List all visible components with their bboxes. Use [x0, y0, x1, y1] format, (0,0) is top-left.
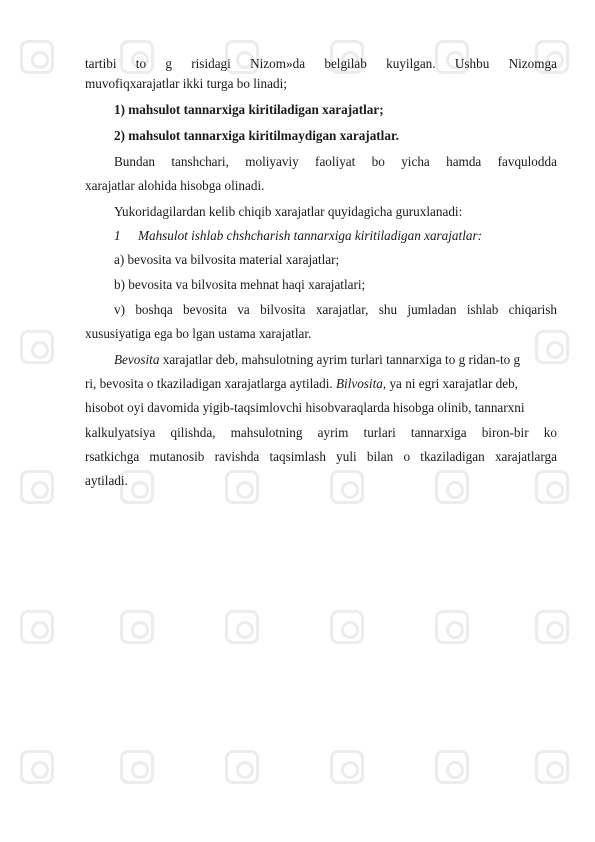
word: biron-bir — [481, 425, 529, 440]
word: yuli — [336, 449, 357, 464]
word: favqulodda — [497, 154, 557, 169]
word: mahsulotning — [230, 425, 303, 440]
word: kuyilgan. — [386, 56, 436, 71]
paragraph-line-13 — [114, 352, 557, 368]
word: bilan — [366, 449, 394, 464]
term-bilvosita: Bilvosita, — [335, 376, 387, 391]
paragraph-line-2: muvofiqxarajatlar ikki turga bo linadi; — [85, 76, 287, 91]
item-number: 1 — [114, 228, 121, 243]
paragraph-line-15: hisobot oyi davomida yigib-taqsimlovchi hisobvaraqlarda hisobga olinib, tannarxni — [85, 400, 525, 415]
paragraph-line-7: Yukoridagilardan kelib chiqib xarajatlar quyidagicha guruxlanadi: — [114, 204, 463, 219]
word: bevosita — [183, 302, 227, 317]
word: xarajatlarga — [494, 449, 557, 464]
paragraph-line-12: xususiyatiga ega bo lgan ustama xarajatlar. — [85, 326, 312, 341]
word: tkaziladigan — [420, 449, 485, 464]
word: turlari — [363, 425, 396, 440]
word: bilvosita — [260, 302, 306, 317]
paragraph-line-17 — [85, 449, 557, 465]
word: xarajatlar, — [315, 302, 369, 317]
term-bevosita: Bevosita — [114, 352, 160, 367]
word: v) — [114, 302, 125, 317]
word: Nizom»da — [250, 56, 306, 71]
paragraph-line-5 — [114, 154, 557, 170]
word: Ushbu — [454, 56, 490, 71]
list-item-v — [114, 302, 557, 318]
paragraph-line-16 — [85, 425, 557, 441]
line-text: xarajatlar deb, mahsulotning ayrim turlari tannarxiga to g ridan-to g — [159, 352, 521, 367]
word: ishlab — [466, 302, 499, 317]
line-text: ri, bevosita o tkaziladigan xarajatlarga aytiladi. — [85, 376, 336, 391]
word: qilishda, — [170, 425, 216, 440]
word: Nizomga — [508, 56, 557, 71]
numbered-heading — [114, 228, 557, 244]
word: tannarxiga — [410, 425, 467, 440]
word: ko — [543, 425, 557, 440]
word: chiqarish — [508, 302, 557, 317]
list-item-1: 1) mahsulot tannarxiga kiritiladigan xarajatlar; — [114, 102, 384, 117]
paragraph-line-18: aytiladi. — [85, 473, 128, 488]
list-item-b: b) bevosita va bilvosita mehnat haqi xarajatlari; — [114, 277, 366, 292]
paragraph-line-14 — [85, 376, 557, 392]
list-item-2: 2) mahsulot tannarxiga kiritilmaydigan xarajatlar. — [114, 128, 399, 143]
word: to — [135, 56, 147, 71]
word: ayrim — [317, 425, 349, 440]
word: o — [403, 449, 411, 464]
word: bo — [371, 154, 385, 169]
word: ravishda — [214, 449, 260, 464]
word: shu — [378, 302, 398, 317]
word: hamda — [446, 154, 482, 169]
word: Bundan — [114, 154, 156, 169]
word: g — [165, 56, 172, 71]
word: boshqa — [135, 302, 173, 317]
word: kalkulyatsiya — [85, 425, 156, 440]
list-item-a: a) bevosita va bilvosita material xarajatlar; — [114, 252, 340, 267]
word: mutanosib — [149, 449, 205, 464]
line-text: ya ni egri xarajatlar deb, — [386, 376, 518, 391]
word: risidagi — [191, 56, 231, 71]
word: rsatkichga — [85, 449, 140, 464]
word: faoliyat — [315, 154, 356, 169]
word: tanshchari, — [171, 154, 229, 169]
word: moliyaviy — [245, 154, 299, 169]
item-text: Mahsulot ishlab chshcharish tannarxiga kiritiladigan xarajatlar: — [138, 228, 482, 243]
word: yicha — [401, 154, 430, 169]
word: va — [237, 302, 250, 317]
paragraph-line-1 — [85, 56, 557, 72]
word: belgilab — [324, 56, 367, 71]
word: jumladan — [407, 302, 457, 317]
paragraph-line-6: xarajatlar alohida hisobga olinadi. — [85, 178, 265, 193]
word: taqsimlash — [269, 449, 326, 464]
word: tartibi — [85, 56, 117, 71]
